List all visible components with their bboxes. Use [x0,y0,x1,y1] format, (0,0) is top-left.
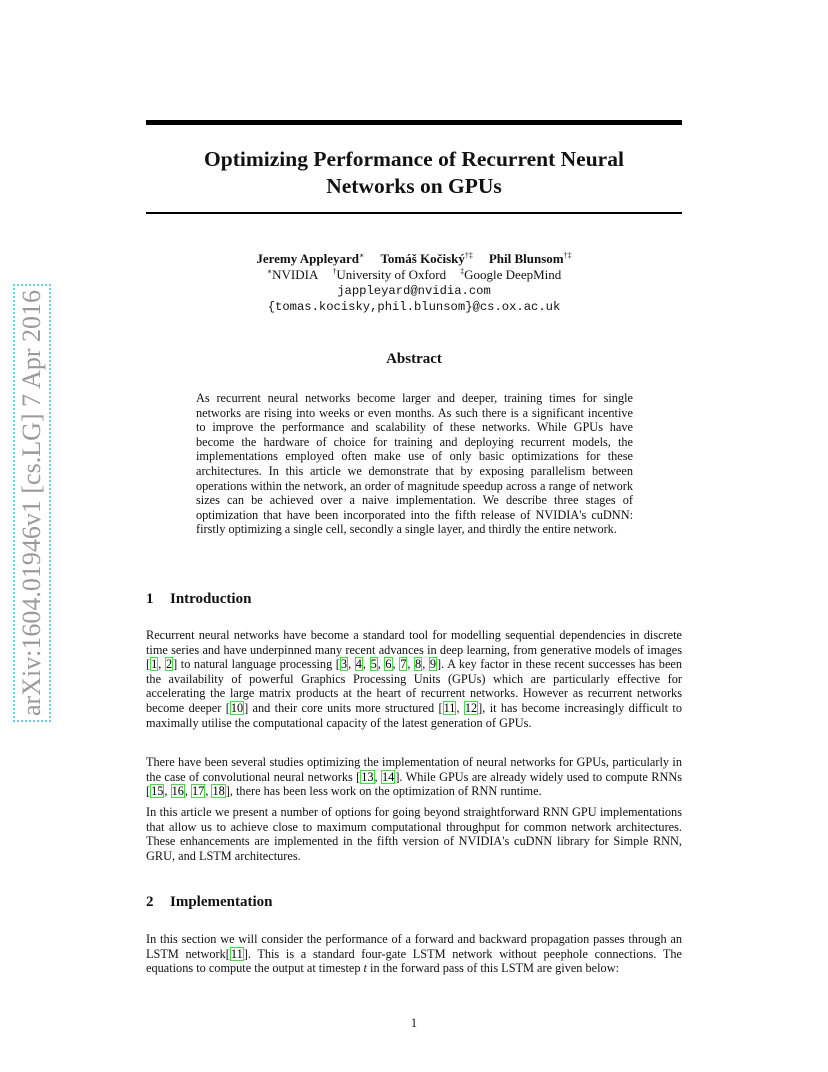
citation-link[interactable]: 7 [400,657,407,672]
author-name: Jeremy Appleyard [256,251,360,266]
citation-link[interactable]: 10 [230,700,244,715]
paragraph-text: ] to natural language processing [ [173,657,340,672]
intro-paragraph-3: In this article we present a number of options for going beyond straightforward RNN GPU implementations that allow us to achieve close to maximum computational throughput for common network architectures. These enhancements are implemented in the fifth version of NVIDIA's cuDNN library for Simple RNN, GRU, and LSTM architectures. [146,805,682,863]
paragraph-text: ]. A key factor in these recent successes has been the availability of powerful Graphics Processing Units (GPUs) which are particularly effective for accelerating the large matrix products at the heart of recurrent networks. However as recurrent networks become deeper [ [146,657,683,715]
paragraph-text: ], it has become increasingly difficult to maximally utilise the computational capacity of the latest generation of GPUs. [146,700,682,730]
section-number: 2 [146,894,154,910]
paragraph-text: ]. This is a standard four-gate LSTM network without peephole connections. The equations to compute the output at timestep [146,946,682,976]
citation-link[interactable]: 15 [151,784,164,799]
affiliation-mark: † [332,267,337,276]
section-title: Implementation [170,894,273,910]
math-variable: t [363,961,367,976]
paragraph-text: In this section we will consider the performance of a forward and backward propagation passes through an LSTM network[ [146,932,682,961]
paragraph-text: ], there has been less work on the optimization of RNN runtime. [225,784,542,799]
implementation-paragraph [146,932,682,976]
citation-link[interactable]: 5 [370,657,377,672]
author-name: Tomáš Kočiský [380,251,465,266]
paragraph-text: Recurrent neural networks have become a standard tool for modelling sequential dependencies in discrete time series and have underpinned many recent advances in deep learning, from generative models of images [ [146,628,682,672]
paragraph-text: in the forward pass of this LSTM are given below: [366,961,620,976]
title-line-2: Networks on GPUs [326,174,502,198]
abstract-text: As recurrent neural networks become larger and deeper, training times for single networks are rising into weeks or even months. As such there is a significant incentive to improve the performance and scalability of these networks. While GPUs have become the hardware of choice for training and deploying recurrent models, the implementations employed often make use of only basic optimizations for these architectures. In this article we demonstrate that by exposing parallelism between operations within the network, an order of magnitude speedup across a range of network sizes can be achieved over a naive implementation. We describe three stages of optimization that have been incorporated into the fifth release of NVIDIA's cuDNN: firstly optimizing a single cell, secondly a single layer, and thirdly the entire network. [196,391,633,537]
intro-paragraph-1: Recurrent neural networks have become a standard tool for modelling sequential dependencies in discrete time series and have underpinned many recent advances in deep learning, from generative models of images [1, 2] to natural language processing [3, 4, 5, 6, 7, 8, 9]. A key factor in these recent successes has been the availability of powerful Graphics Processing Units (GPUs) which are particularly effective for accelerating the large matrix products at the heart of recurrent networks. However as recurrent networks become deeper [10] and their core units more structured [11, 12], it has become increasingly difficult to maximally utilise the computational capacity of the latest generation of GPUs. [146,628,683,730]
author-mark: ∗ [359,251,365,260]
section-title: Introduction [170,591,252,607]
citation-link[interactable]: 17 [192,784,205,799]
citation-link[interactable]: 2 [165,657,173,672]
author-mark: †‡ [464,251,473,260]
paragraph-text: There have been several studies optimizing the implementation of neural networks for GPUs, particularly in the case of convolutional neural networks [ [146,755,682,784]
author-email: {tomas.kocisky,phil.blunsom}@cs.ox.ac.uk [267,300,561,314]
author-affiliations [146,267,682,283]
title-rule-bottom [146,212,682,214]
citation-link[interactable]: 6 [385,657,392,672]
citation-link[interactable]: 14 [382,769,395,784]
citation-link[interactable]: 13 [361,769,374,784]
paragraph-text: ] and their core units more structured [ [244,700,443,715]
author-mark: †‡ [563,251,572,260]
author-email: jappleyard@nvidia.com [337,284,491,298]
citation-link[interactable]: 12 [464,700,478,715]
arxiv-sidebar [11,268,53,738]
intro-paragraph-2: There have been several studies optimizing the implementation of neural networks for GPUs, particularly in the case of convolutional neural networks [13, 14]. While GPUs are already widely used to compute RNNs [15, 16, 17, 18], there has been less work on the optimization of RNN runtime. [146,755,682,799]
citation-link[interactable]: 11 [230,946,243,961]
affiliation: Google DeepMind [464,267,562,282]
abstract-heading: Abstract [386,351,442,367]
affiliation-mark: ‡ [460,267,465,276]
title-rule-top [146,120,682,125]
citation-link[interactable]: 8 [415,657,422,672]
author-block [146,251,682,315]
author-name: Phil Blunsom [488,251,564,266]
author-names [146,251,682,267]
citation-link[interactable]: 18 [212,784,225,799]
citation-link[interactable]: 16 [171,784,184,799]
affiliation-mark: ∗ [266,267,273,276]
section-number: 1 [146,591,154,607]
paragraph-text: ]. While GPUs are already widely used to compute RNNs [ [146,769,682,799]
affiliation: University of Oxford [336,267,447,282]
citation-link[interactable]: 3 [340,657,348,672]
citation-link[interactable]: 4 [355,657,362,672]
arxiv-identifier[interactable]: arXiv:1604.01946v1 [cs.LG] 7 Apr 2016 [13,284,51,722]
title-line-1: Optimizing Performance of Recurrent Neural [204,147,624,171]
affiliation: NVIDIA [272,267,319,282]
paper-title [146,146,682,200]
section-heading-implementation [146,894,273,911]
citation-link[interactable]: 11 [443,700,456,715]
citation-link[interactable]: 9 [429,657,437,672]
section-heading-introduction [146,591,251,608]
citation-link[interactable]: 1 [151,657,158,672]
page-number: 1 [410,1016,418,1030]
